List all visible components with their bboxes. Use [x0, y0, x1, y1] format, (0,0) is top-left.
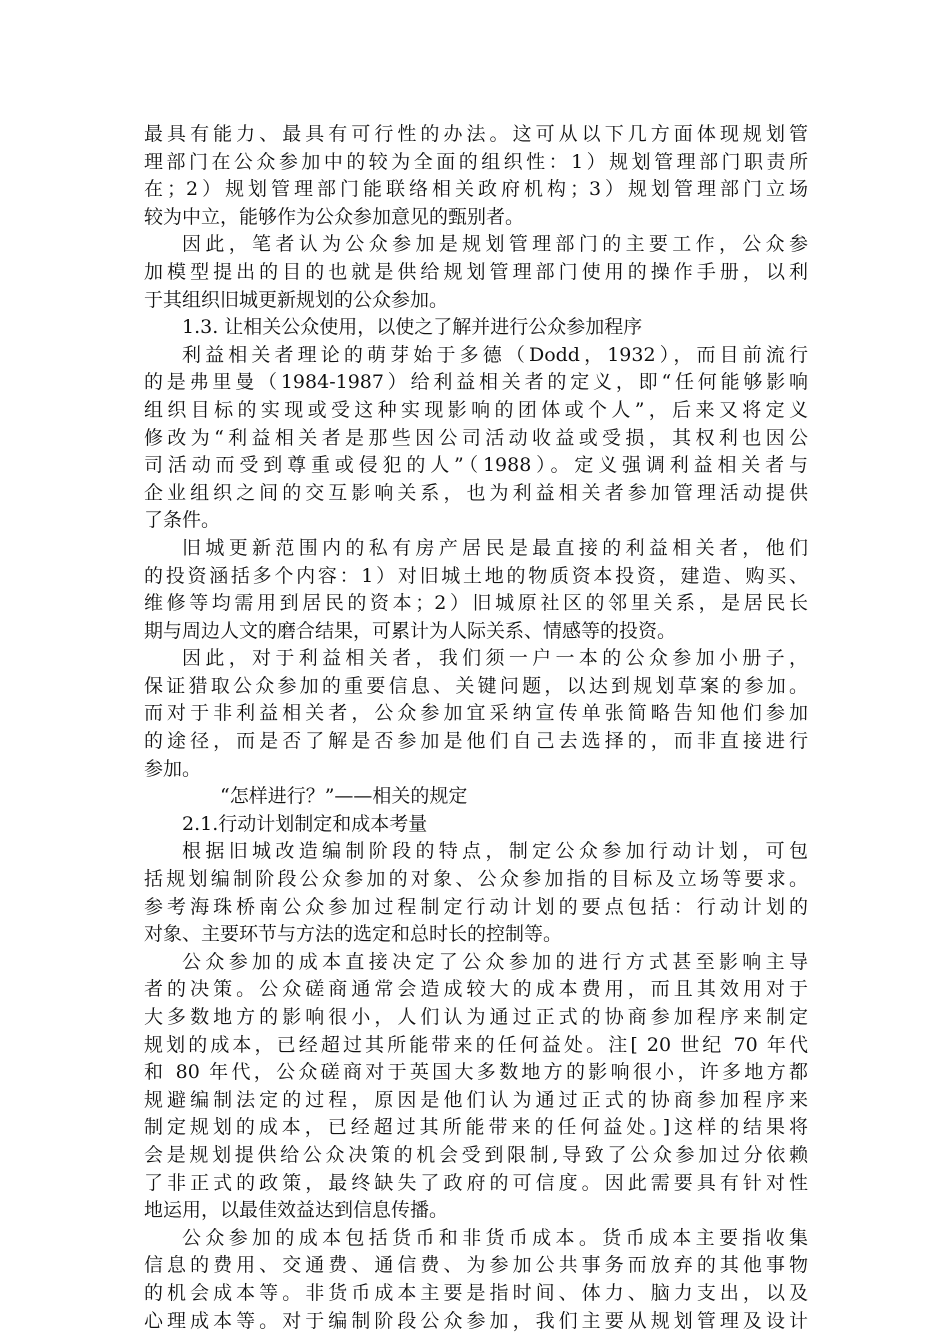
- text-line: 的投资涵括多个内容：1）对旧城土地的物质资本投资，建造、购买、: [144, 564, 808, 587]
- text-line: 组织目标的实现或受这种实现影响的团体或个人”，后来又将定义: [144, 398, 808, 421]
- text-line: 最具有能力、最具有可行性的办法。这可从以下几方面体现规划管: [144, 123, 808, 145]
- section-heading: 2.1.行动计划制定和成本考量: [182, 812, 428, 835]
- text-line: 和 80 年代，公众磋商对于英国大多数地方的影响很小，许多地方都: [144, 1061, 808, 1084]
- text-line: 公众参加的成本直接决定了公众参加的进行方式甚至影响主导: [182, 950, 808, 973]
- text-line: 企业组织之间的交互影响关系，也为利益相关者参加管理活动提供: [144, 481, 808, 504]
- text-line: 了非正式的政策，最终缺失了政府的可信度。因此需要具有针对性: [144, 1171, 808, 1194]
- text-line: 了条件。: [144, 509, 221, 532]
- text-line: 因此，笔者认为公众参加是规划管理部门的主要工作，公众参: [182, 233, 808, 256]
- text-line: 者的决策。公众磋商通常会造成较大的成本费用，而且其效用对于: [144, 978, 808, 1001]
- text-line: 期与周边人文的磨合结果，可累计为人际关系、情感等的投资。: [144, 619, 677, 642]
- text-line: 维修等均需用到居民的资本；2）旧城原社区的邻里关系，是居民长: [144, 592, 808, 615]
- body-text: [144, 121, 808, 1335]
- text-line: 修改为“利益相关者是那些因公司活动收益或受损，其权利也因公: [144, 426, 808, 449]
- text-line: 括规划编制阶段公众参加的对象、公众参加指的目标及立场等要求。: [144, 868, 808, 891]
- text-line: 较为中立，能够作为公众参加意见的甄别者。: [144, 205, 525, 228]
- text-line: 在；2）规划管理部门能联络相关政府机构；3）规划管理部门立场: [144, 178, 808, 201]
- text-line: 于其组织旧城更新规划的公众参加。: [144, 288, 449, 311]
- text-line: 利益相关者理论的萌芽始于多德（Dodd，1932），而目前流行: [182, 343, 808, 366]
- text-line: 参加。: [144, 757, 202, 780]
- text-line: 参考海珠桥南公众参加过程制定行动计划的要点包括：行动计划的: [144, 895, 808, 918]
- section-heading: “怎样进行？”——相关的规定: [220, 785, 468, 808]
- text-line: 的机会成本等。非货币成本主要是指时间、体力、脑力支出，以及: [144, 1281, 808, 1304]
- text-line: 旧城更新范围内的私有房产居民是最直接的利益相关者，他们: [182, 536, 808, 559]
- text-line: 大多数地方的影响很小，人们认为通过正式的协商参加程序来制定: [144, 1006, 808, 1028]
- text-line: 对象、主要环节与方法的选定和总时长的控制等。: [144, 923, 563, 946]
- text-line: 的途径，而是否了解是否参加是他们自己去选择的，而非直接进行: [144, 730, 808, 753]
- text-line: 信息的费用、交通费、通信费、为参加公共事务而放弃的其他事物: [144, 1254, 808, 1277]
- text-line: 理部门在公众参加中的较为全面的组织性：1）规划管理部门职责所: [144, 150, 808, 173]
- text-line: 司活动而受到尊重或侵犯的人”（1988）。定义强调利益相关者与: [144, 454, 808, 477]
- text-line: 会是规划提供给公众决策的机会受到限制,导致了公众参加过分依赖: [144, 1143, 808, 1166]
- text-line: 地运用，以最佳效益达到信息传播。: [144, 1199, 449, 1222]
- text-line: 保证猎取公众参加的重要信息、关键问题，以达到规划草案的参加。: [144, 674, 808, 697]
- text-line: 心理成本等。对于编制阶段公众参加，我们主要从规划管理及设计: [144, 1309, 808, 1332]
- text-line: 因此，对于利益相关者，我们须一户一本的公众参加小册子，: [182, 647, 808, 670]
- section-heading: 1.3. 让相关公众使用，以使之了解并进行公众参加程序: [182, 316, 643, 339]
- text-line: 的是弗里曼（1984-1987）给利益相关者的定义，即“任何能够影响: [144, 371, 808, 394]
- text-line: 制定规划的成本，已经超过其所能带来的任何益处。]这样的结果将: [144, 1116, 808, 1139]
- text-line: 根据旧城改造编制阶段的特点，制定公众参加行动计划，可包: [182, 840, 808, 863]
- text-line: 而对于非利益相关者，公众参加宜采纳宣传单张简略告知他们参加: [144, 702, 808, 725]
- text-line: 规避编制法定的过程，原因是他们认为通过正式的协商参加程序来: [144, 1088, 808, 1111]
- text-line: 公众参加的成本包括货币和非货币成本。货币成本主要指收集: [182, 1226, 808, 1249]
- text-line: 规划的成本，已经超过其所能带来的任何益处。注[ 20 世纪 70 年代: [144, 1033, 808, 1056]
- text-line: 加模型提出的目的也就是供给规划管理部门使用的操作手册，以利: [144, 260, 808, 283]
